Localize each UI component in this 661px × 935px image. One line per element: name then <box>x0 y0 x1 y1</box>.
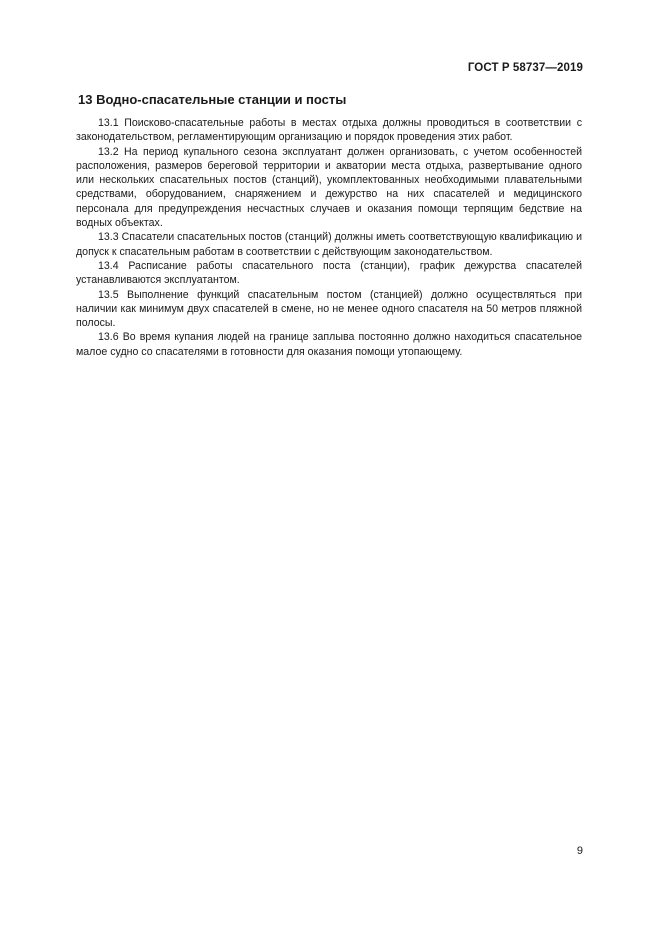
paragraph-13-2: 13.2 На период купального сезона эксплуатант должен организовать, с учетом особенностей расположения, размеров береговой территории и акватории места отдыха, развертывание одного или нескольких спасательных постов (станций), укомплектованных необходимыми плавательными средствами, оборудованием, снаряжением и дежурство на них спасателей и медицинского персонала для предупреждения несчастных случаев и оказания помощи терпящим бедствие на водных объектах. <box>76 145 582 230</box>
document-code: ГОСТ Р 58737—2019 <box>467 62 583 74</box>
section-body <box>76 116 582 359</box>
paragraph-13-1: 13.1 Поисково-спасательные работы в местах отдыха должны проводиться в соответствии с законодательством, регламентирующим организацию и порядок проведения этих работ. <box>76 117 582 144</box>
section-13 <box>76 92 582 359</box>
page-number: 9 <box>576 845 583 857</box>
paragraph-13-6: 13.6 Во время купания людей на границе заплыва постоянно должно находиться спасательное малое судно со спасателями в готовности для оказания помощи утопающему. <box>76 331 582 358</box>
paragraph-13-3: 13.3 Спасатели спасательных постов (станций) должны иметь соответствующую квалификацию и допуск к спасательным работам в соответствии с действующим законодательством. <box>76 231 582 258</box>
paragraph-13-4: 13.4 Расписание работы спасательного поста (станции), график дежурства спасателей устанавливаются эксплуатантом. <box>76 259 582 287</box>
section-title: 13 Водно-спасательные станции и посты <box>78 92 347 107</box>
paragraph-13-5: 13.5 Выполнение функций спасательным постом (станцией) должно осуществляться при наличии как минимум двух спасателей в смене, но не менее одного спасателя на 50 метров пляжной полосы. <box>76 288 582 330</box>
